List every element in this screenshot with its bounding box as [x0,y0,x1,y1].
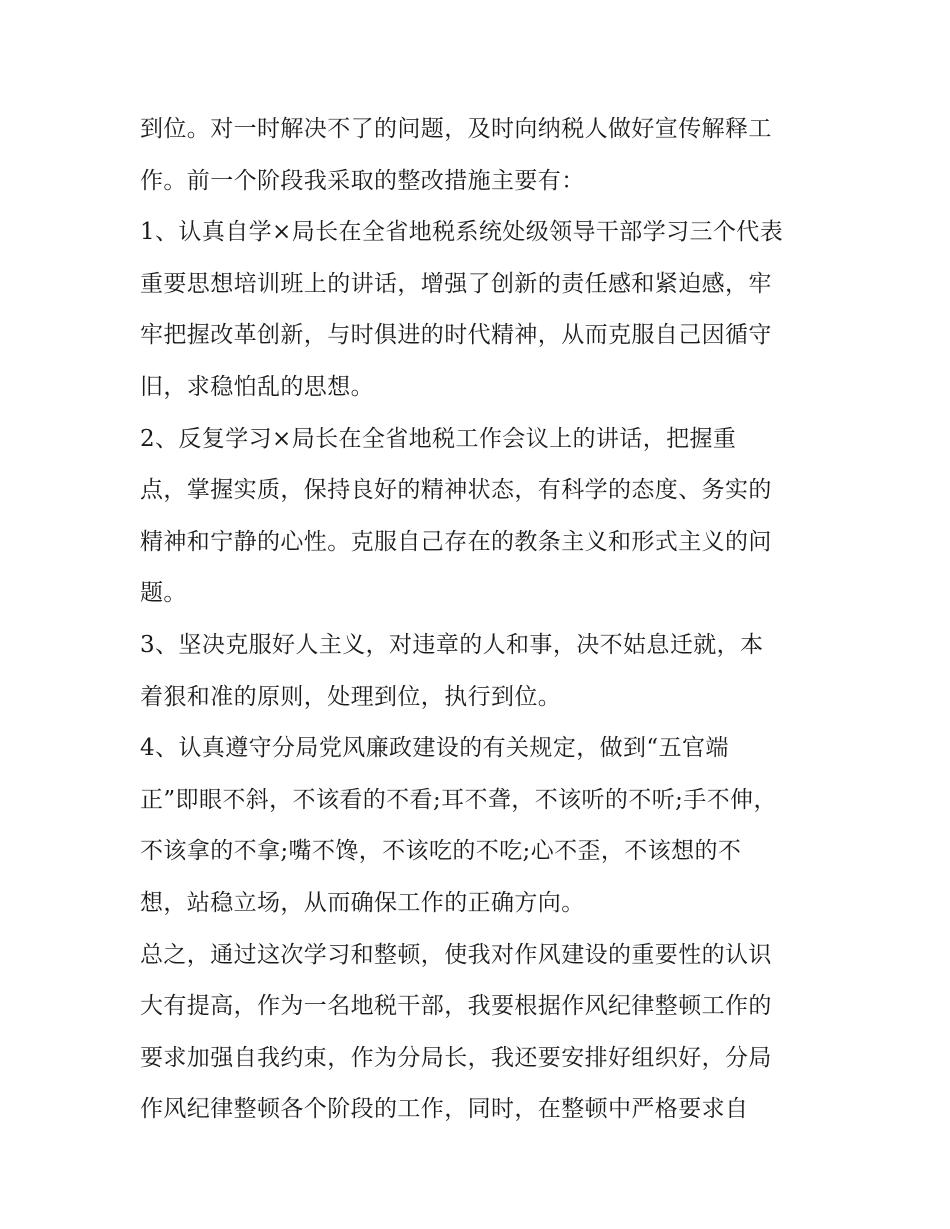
text-line: 作风纪律整顿各个阶段的工作，同时，在整顿中严格要求自 [140,1096,749,1123]
text-line: 要求加强自我约束，作为分局长，我还要安排好组织好，分局 [140,1044,772,1071]
text-line: 题。 [140,580,187,607]
text-line: 点，掌握实质，保持良好的精神状态，有科学的态度、务实的 [140,477,772,504]
text-line: 着狠和准的原则，处理到位，执行到位。 [140,683,562,710]
text-line: 重要思想培训班上的讲话，增强了创新的责任感和紧迫感，牢 [140,270,772,297]
text-line: 1、认真自学×局长在全省地税系统处级领导干部学习三个代表 [140,219,784,246]
text-line: 旧，求稳怕乱的思想。 [140,373,374,400]
text-line: 牢把握改革创新，与时俱进的时代精神，从而克服自己因循守 [140,322,772,349]
text-line: 3、坚决克服好人主义，对违章的人和事，决不姑息迁就，本 [140,631,764,658]
text-line: 大有提高，作为一名地税干部，我要根据作风纪律整顿工作的 [140,993,772,1020]
text-line: 想，站稳立场，从而确保工作的正确方向。 [140,889,585,916]
document-body [140,104,820,1136]
text-line: 正”即眼不斜，不该看的不看;耳不聋，不该听的不听;手不伸， [140,786,777,813]
text-line: 作。前一个阶段我采取的整改措施主要有： [140,167,585,194]
text-line: 4、认真遵守分局党风廉政建设的有关规定，做到“五官端 [140,735,729,762]
text-line: 总之，通过这次学习和整顿，使我对作风建设的重要性的认识 [140,941,772,968]
text-line: 到位。对一时解决不了的问题，及时向纳税人做好宣传解释工 [140,116,772,142]
text-line: 精神和宁静的心性。克服自己存在的教条主义和形式主义的问 [140,528,772,555]
text-line: 2、反复学习×局长在全省地税工作会议上的讲话，把握重 [140,425,737,452]
text-line: 不该拿的不拿;嘴不馋，不该吃的不吃;心不歪，不该想的不 [140,838,742,865]
